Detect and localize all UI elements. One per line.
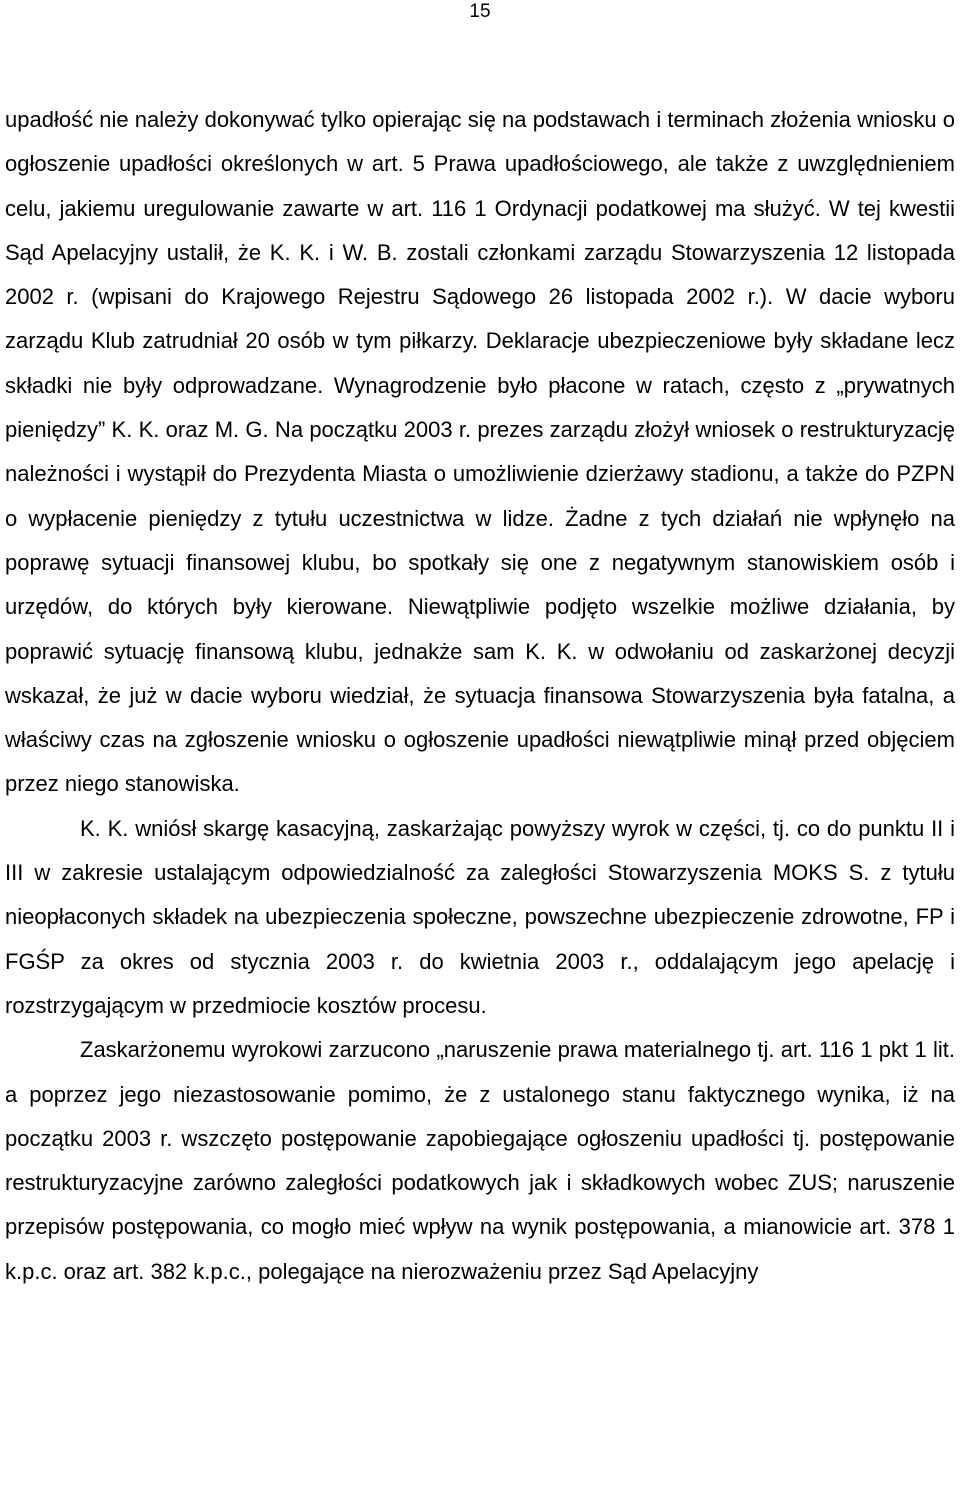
page-number: 15 [469, 1, 491, 22]
page-body [5, 98, 955, 1294]
paragraph-1: upadłość nie należy dokonywać tylko opierając się na podstawach i terminach złożenia wniosku o ogłoszenie upadłości określonych w art. 5 Prawa upadłościowego, ale także z uwzględnieniem celu, jakiemu uregulowanie zawarte w art. 116 1 Ordynacji podatkowej ma służyć. W tej kwestii Sąd Apelacyjny ustalił, że K. K. i W. B. zostali członkami zarządu Stowarzyszenia 12 listopada 2002 r. (wpisani do Krajowego Rejestru Sądowego 26 listopada 2002 r.). W dacie wyboru zarządu Klub zatrudniał 20 osób w tym piłkarzy. Deklaracje ubezpieczeniowe były składane lecz składki nie były odprowadzane. Wynagrodzenie było płacone w ratach, często z „prywatnych pieniędzy” K. K. oraz M. G. Na początku 2003 r. prezes zarządu złożył wniosek o restrukturyzację należności i wystąpił do Prezydenta Miasta o umożliwienie dzierżawy stadionu, a także do PZPN o wypłacenie pieniędzy z tytułu uczestnictwa w lidze. Żadne z tych działań nie wpłynęło na poprawę sytuacji finansowej klubu, bo spotkały się one z negatywnym stanowiskiem osób i urzędów, do których były kierowane. Niewątpliwie podjęto wszelkie możliwe działania, by poprawić sytuację finansową klubu, jednakże sam K. K. w odwołaniu od zaskarżonej decyzji wskazał, że już w dacie wyboru wiedział, że sytuacja finansowa Stowarzyszenia była fatalna, a właściwy czas na zgłoszenie wniosku o ogłoszenie upadłości niewątpliwie minął przed objęciem przez niego stanowiska. [5, 107, 955, 797]
paragraph-2: K. K. wniósł skargę kasacyjną, zaskarżając powyższy wyrok w części, tj. co do punktu II i III w zakresie ustalającym odpowiedzialność za zaległości Stowarzyszenia MOKS S. z tytułu nieopłaconych składek na ubezpieczenia społeczne, powszechne ubezpieczenie zdrowotne, FP i FGŚP za okres od stycznia 2003 r. do kwietnia 2003 r., oddalającym jego apelację i rozstrzygającym w przedmiocie kosztów procesu. [5, 815, 955, 1018]
paragraph-3: Zaskarżonemu wyrokowi zarzucono „naruszenie prawa materialnego tj. art. 116 1 pkt 1 lit. a poprzez jego niezastosowanie pomimo, że z ustalonego stanu faktycznego wynika, iż na początku 2003 r. wszczęto postępowanie zapobiegające ogłoszeniu upadłości tj. postępowanie restrukturyzacyjne zarówno zaległości podatkowych jak i składkowych wobec ZUS; naruszenie przepisów postępowania, co mogło mieć wpływ na wynik postępowania, a mianowicie art. 378 1 k.p.c. oraz art. 382 k.p.c., polegające na nierozważeniu przez Sąd Apelacyjny [5, 1037, 955, 1284]
